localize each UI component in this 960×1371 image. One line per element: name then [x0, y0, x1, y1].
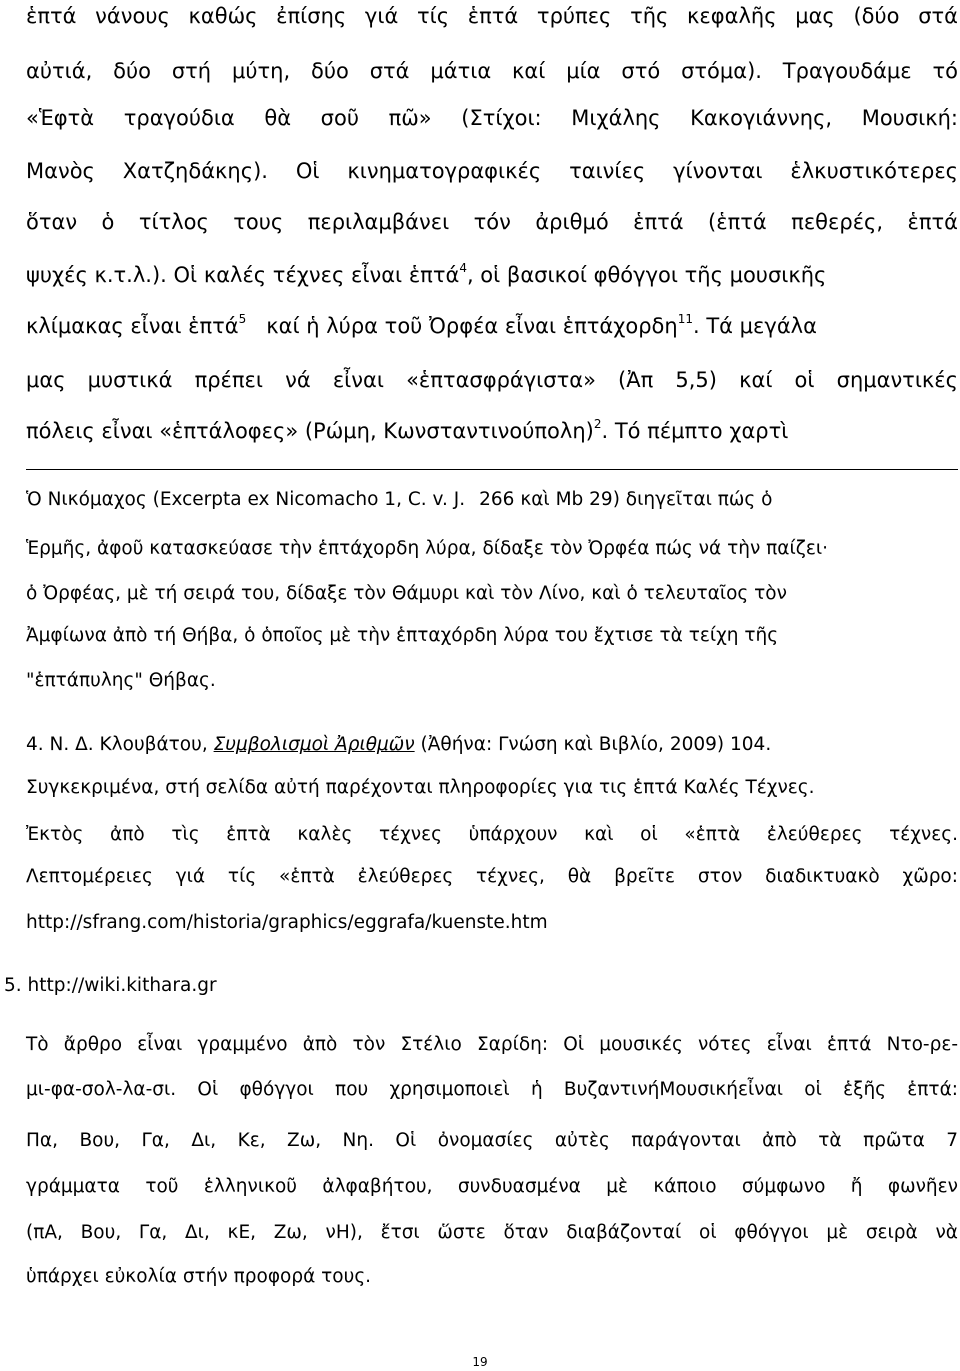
- article-line: Τὸ ἄρθρο εἶναι γραμμένο ἀπὸ τὸν Στέλιο Σαρίδη: Οἱ μουσικές νότες εἶναι ἑπτά Ντο-ρε-: [26, 1034, 958, 1055]
- text-segment: Ὁ Νικόμαχος (Excerpta ex Nicomacho 1, C. v. J.: [26, 489, 466, 510]
- footnote-line: Ἑρμῆς, ἀφοῦ κατασκεύασε τὴν ἑπτάχορδη λύρα, δίδαξε τὸν Ὀρφέα πώς νά τὴν παίζει·: [26, 538, 828, 559]
- footnote-ref: 2: [593, 417, 602, 431]
- footnote-line: Ἀμφίωνα ἀπὸ τή Θήβα, ὁ ὁποῖος μὲ τὴν ἑπταχόρδη λύρα του ἔχτισε τὰ τείχη τῆς: [26, 625, 779, 646]
- footnote-ref: 4: [459, 261, 467, 275]
- footnote-line: Ἐκτὸς ἀπὸ τὶς ἑπτὰ καλὲς τέχνες ὑπάρχουν καὶ οἱ «ἑπτὰ ἐλεύθερες τέχνες.: [26, 824, 958, 845]
- footnote-ref: 11: [677, 312, 693, 326]
- footnote-separator: [26, 469, 958, 470]
- footnote-line: [26, 488, 772, 512]
- page-number: 19: [472, 1355, 488, 1369]
- text-line: μας μυστικά πρέπει νά εἶναι «ἑπτασφράγιστα» (Ἀπ 5,5) καί οἱ σημαντικές: [26, 368, 958, 392]
- article-line: ὑπάρχει εὐκολία στήν προφορά τους.: [26, 1266, 372, 1287]
- text-segment: ψυχές κ.τ.λ.). Οἱ καλές τέχνες εἶναι ἑπτά: [26, 263, 460, 287]
- footnote-line: ὁ Ὀρφέας, μὲ τή σειρά του, δίδαξε τὸν Θάμυρι καὶ τὸν Λίνο, καὶ ὁ τελευταῖος τὸν: [26, 583, 787, 604]
- article-line: γράμματα τοῦ ἑλληνικοῦ ἀλφαβήτου, συνδυασμένα μὲ κάποιο σύμφωνο ἤ φωνῆεν: [26, 1176, 958, 1197]
- article-line: (πΑ, Βου, Γα, Δι, κΕ, Ζω, νΗ), ἔτσι ὥστε ὅταν διαβάζονταί οἱ φθόγγοι μὲ σειρὰ νὰ: [26, 1222, 958, 1243]
- article-line: Πα, Βου, Γα, Δι, Κε, Ζω, Νη. Οἱ ὀνομασίες αὐτὲς παράγονται ἀπὸ τὰ πρῶτα 7: [26, 1130, 958, 1151]
- text-segment: καί ἡ λύρα τοῦ Ὀρφέα εἶναι ἑπτάχορδη: [266, 314, 678, 338]
- text-segment: . Τά μεγάλα: [692, 314, 817, 338]
- text-segment: κλίμακας εἶναι ἑπτά: [26, 314, 239, 338]
- article-line: μι-φα-σολ-λα-σι. Οἱ φθόγγοι που χρησιμοποιεὶ ἡ ΒυζαντινήΜουσικήεἶναι οἱ ἑξῆς ἑπτά:: [26, 1079, 958, 1100]
- footnote-ref: 5: [238, 312, 247, 326]
- text-line: [26, 263, 826, 287]
- text-line: αὐτιά, δύο στή μύτη, δύο στά μάτια καί μία στό στόμα). Τραγουδάμε τό: [26, 59, 958, 83]
- text-segment: πόλεις εἶναι «ἑπτάλοφες» (Ρώμη, Κωνσταντινούπολη): [26, 419, 594, 443]
- text-segment: 4. Ν. Δ. Κλουβάτου,: [26, 734, 208, 755]
- footnote-line: Συγκεκριμένα, στή σελίδα αὐτή παρέχονται πληροφορίες για τις ἑπτά Καλές Τέχνες.: [26, 777, 815, 798]
- text-segment: . Τό πέμπτο χαρτὶ: [601, 419, 789, 443]
- book-title: Συμβολισμοὶ Ἀριθμῶν: [213, 734, 415, 755]
- text-segment: 266 καὶ Mb 29) διηγεῖται πώς ὁ: [479, 489, 773, 510]
- text-segment: , οἱ βασικοί φθόγγοι τῆς μουσικῆς: [466, 263, 827, 287]
- footnote-5[interactable]: 5. http://wiki.kithara.gr: [4, 975, 217, 996]
- text-segment: (Ἀθήνα: Γνώση καὶ Βιβλίο, 2009) 104.: [420, 734, 772, 755]
- footnote-4: [26, 733, 771, 757]
- text-line: Μανὸς Χατζηδάκης). Οἱ κινηματογραφικές ταινίες γίνονται ἑλκυστικότερες: [26, 159, 958, 183]
- text-line: «Ἑφτὰ τραγούδια θὰ σοῦ πῶ» (Στίχοι: Μιχάλης Κακογιάννης, Μουσική:: [26, 106, 958, 130]
- footnote-line: "ἑπτάπυλης" Θήβας.: [26, 670, 216, 691]
- text-line: [26, 314, 817, 338]
- text-line: ἑπτά νάνους καθώς ἐπίσης γιά τίς ἑπτά τρύπες τῆς κεφαλῆς μας (δύο στά: [26, 4, 958, 28]
- text-line: ὅταν ὁ τίτλος τους περιλαμβάνει τόν ἀριθμό ἑπτά (ἑπτά πεθερές, ἑπτά: [26, 210, 958, 234]
- text-line: [26, 419, 788, 443]
- footnote-url[interactable]: http://sfrang.com/historia/graphics/eggrafa/kuenste.htm: [26, 912, 548, 933]
- footnote-line: Λεπτομέρειες γιά τίς «ἑπτὰ ἐλεύθερες τέχνες, θὰ βρεῖτε στον διαδικτυακὸ χῶρο:: [26, 866, 958, 887]
